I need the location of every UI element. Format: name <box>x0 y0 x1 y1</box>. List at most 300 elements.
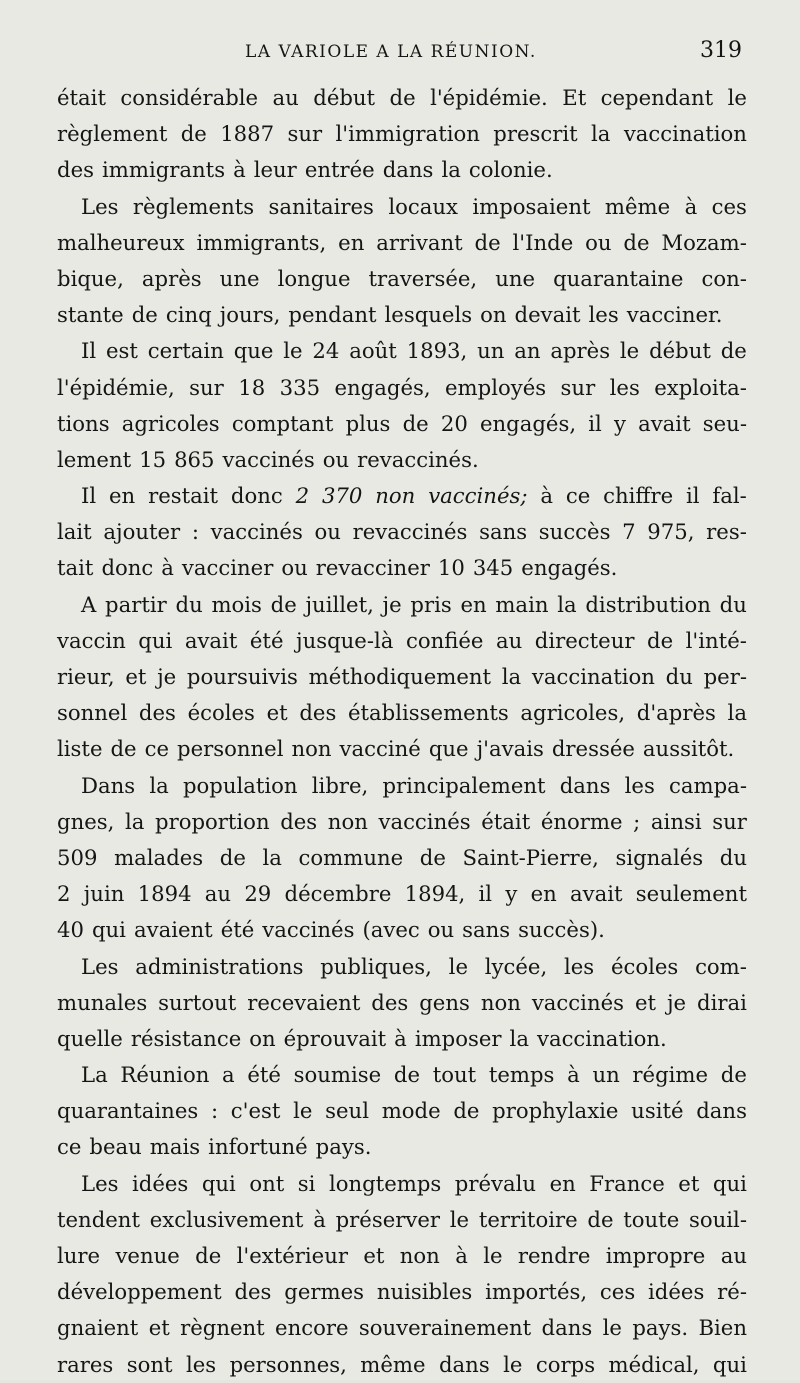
text-word: donc <box>101 555 154 581</box>
text-word: poursuivis <box>186 664 298 689</box>
text-word: en <box>549 1170 576 1196</box>
text-word: res- <box>706 519 747 545</box>
text-word: non <box>327 808 368 834</box>
text-word: de <box>131 302 158 328</box>
text-word: per- <box>703 664 747 689</box>
text-word: seul <box>325 1098 369 1124</box>
text-word: non <box>399 1243 440 1268</box>
text-word: restait <box>148 483 219 509</box>
text-line <box>57 1274 747 1310</box>
text-word: rieur, <box>57 664 115 689</box>
text-word: : <box>210 1098 219 1124</box>
text-word: 1893, <box>406 338 468 364</box>
text-word: recevaient <box>247 989 361 1015</box>
text-word: agricoles, <box>520 700 626 726</box>
text-word: seulement <box>635 881 747 907</box>
text-word: même <box>360 1351 426 1377</box>
text-word: l'épidémie, <box>57 374 175 400</box>
text-word: exploita- <box>654 374 747 400</box>
text-word: revacciner <box>315 555 430 581</box>
text-line <box>57 840 747 876</box>
text-word: liste <box>57 736 103 762</box>
text-word: en <box>109 483 136 509</box>
text-line <box>57 1166 747 1202</box>
text-word: Les <box>81 193 119 219</box>
text-word: lesquels <box>384 302 473 328</box>
text-word: personnes, <box>229 1351 347 1377</box>
text-line <box>57 949 747 985</box>
text-word: campa- <box>669 772 747 798</box>
text-line <box>57 225 747 261</box>
text-word: est <box>105 338 138 364</box>
text-word: ou <box>314 519 341 545</box>
text-word: j'avais <box>476 736 544 762</box>
text-word: de <box>393 1062 421 1088</box>
text-word: stante <box>57 302 124 328</box>
text-word: longtemps <box>328 1170 442 1196</box>
text-line <box>57 695 747 731</box>
text-word: l'Inde <box>512 229 574 255</box>
text-word: surtout <box>158 989 237 1015</box>
text-word: la <box>501 664 522 689</box>
text-word: à <box>455 1243 468 1268</box>
text-word: 10 <box>437 555 465 581</box>
text-word: fal- <box>712 483 747 509</box>
text-line <box>57 297 747 333</box>
text-word: vaccination. <box>536 1025 667 1051</box>
text-word: sur <box>560 374 596 400</box>
text-line <box>57 659 747 695</box>
text-word: sans <box>462 917 511 943</box>
text-word: je <box>157 664 177 689</box>
text-word: était <box>481 808 531 834</box>
text-word: les <box>185 1351 217 1377</box>
text-word: sonnel <box>57 700 128 726</box>
text-word: août <box>349 338 397 364</box>
text-word: et <box>125 664 147 689</box>
text-line <box>57 912 747 948</box>
text-word: sans <box>479 519 528 545</box>
text-word: à <box>540 483 553 509</box>
text-word: jours, <box>219 302 281 328</box>
text-word: 1887 <box>220 121 275 147</box>
text-word: (avec <box>362 917 420 943</box>
text-word: a <box>222 1062 235 1088</box>
text-word: des <box>371 989 409 1015</box>
text-word: quelle <box>57 1025 123 1051</box>
text-word: les <box>624 772 655 798</box>
text-word: juin <box>83 881 125 907</box>
text-word: ré- <box>717 1279 747 1305</box>
text-word: régime <box>632 1062 709 1088</box>
text-word: soumise <box>293 1062 382 1088</box>
text-word: la <box>557 591 577 617</box>
text-word: aussitôt. <box>642 736 735 762</box>
text-word: 15 <box>139 446 167 472</box>
text-word: vacciné <box>339 736 421 762</box>
text-line <box>57 1057 747 1093</box>
text-word: il <box>478 881 493 907</box>
text-word: usité <box>631 1098 684 1124</box>
text-word: ; <box>633 808 641 834</box>
text-line <box>57 333 747 369</box>
text-word: un <box>592 1062 620 1088</box>
text-word: publiques, <box>320 953 432 979</box>
text-word: après <box>141 265 202 291</box>
text-word: employés <box>445 374 547 400</box>
text-line <box>57 1310 747 1346</box>
text-word: des <box>234 1279 272 1305</box>
text-word: en <box>338 229 365 255</box>
text-word: de <box>180 121 207 147</box>
text-word: lait <box>57 519 92 545</box>
text-line <box>57 731 747 767</box>
text-line <box>57 1347 747 1383</box>
text-word: des <box>280 808 318 834</box>
text-word: de <box>453 1098 480 1124</box>
text-word: l'extérieur <box>236 1243 348 1268</box>
text-word: le <box>283 338 303 364</box>
text-word: du <box>175 591 203 617</box>
text-line <box>57 406 747 442</box>
text-word: cinq <box>165 302 212 328</box>
text-line <box>57 550 747 586</box>
text-word: en <box>530 881 557 907</box>
text-word: vaccinés <box>262 917 355 943</box>
text-word: y <box>613 410 626 436</box>
text-word: quarantaine <box>553 265 684 291</box>
text-word: des <box>138 700 176 726</box>
text-word: et <box>266 700 288 726</box>
text-word: gnaient <box>57 1315 139 1341</box>
text-word: chiffre <box>603 483 674 509</box>
text-word: règlements <box>132 193 255 219</box>
text-word: malheureux <box>57 229 185 255</box>
text-word: agricoles <box>121 410 220 436</box>
page-header <box>0 36 800 76</box>
text-word: au <box>720 1243 747 1268</box>
text-word: énorme <box>540 808 623 834</box>
text-word: immigrants <box>101 157 226 183</box>
text-word: l'inté- <box>685 627 747 653</box>
text-word: de <box>219 844 246 870</box>
text-word: de <box>389 85 416 110</box>
text-word: vaccination <box>531 664 655 689</box>
text-word: la <box>591 121 611 147</box>
page-number: 319 <box>700 38 742 63</box>
text-word: Les <box>81 953 119 979</box>
text-word: partir <box>105 591 167 617</box>
text-line <box>57 116 747 152</box>
text-word: développement <box>57 1279 222 1305</box>
text-word: Saint-Pierre, <box>462 844 599 870</box>
text-word: immigrants, <box>196 229 327 255</box>
text-word: colonie. <box>468 157 553 183</box>
text-word: tendent <box>57 1206 140 1232</box>
text-word: et <box>678 1170 700 1196</box>
text-word: des <box>57 157 94 183</box>
text-word: entrée <box>304 157 375 183</box>
text-word: principalement <box>382 772 546 798</box>
text-word: vacciner. <box>626 302 723 328</box>
text-word: les <box>563 953 595 979</box>
text-line <box>57 985 747 1021</box>
text-line <box>57 442 747 478</box>
text-word: 370 <box>321 483 363 509</box>
text-word: règnent <box>180 1315 265 1341</box>
text-word: qui <box>712 1351 747 1377</box>
text-word: et <box>363 1243 385 1268</box>
text-word: 20 <box>440 410 468 436</box>
text-word: du <box>719 844 747 870</box>
text-word: juillet, <box>305 591 374 617</box>
text-word: certain <box>147 338 224 364</box>
text-word: de <box>419 844 446 870</box>
text-word: locaux <box>388 193 458 219</box>
text-word: il <box>588 410 602 436</box>
text-line <box>57 514 747 550</box>
text-word: au <box>495 627 523 653</box>
text-word: confiée <box>405 627 484 653</box>
text-word: pays. <box>315 1134 372 1160</box>
text-word: 18 <box>238 374 266 400</box>
text-word: ajouter <box>103 519 181 545</box>
text-word: administrations <box>135 953 304 979</box>
text-word: sur <box>189 374 224 400</box>
text-word: com- <box>695 953 747 979</box>
running-title: LA VARIOLE A LA RÉUNION. <box>245 42 537 62</box>
text-word: encore <box>275 1315 349 1341</box>
text-word: commune <box>298 844 404 870</box>
text-word: ce <box>144 736 169 762</box>
text-word: de <box>720 338 747 364</box>
text-word: : <box>191 519 199 545</box>
text-word: 24 <box>312 338 340 364</box>
text-word: beau <box>89 1134 142 1160</box>
text-word: toute <box>623 1206 680 1232</box>
text-word: que <box>233 338 274 364</box>
text-word: il <box>686 483 700 509</box>
text-line <box>57 189 747 225</box>
text-word: la <box>262 844 282 870</box>
text-word: seu- <box>702 410 747 436</box>
text-word: gnes, <box>57 808 115 834</box>
text-word: 865 <box>174 446 215 472</box>
text-word: 1894 <box>137 881 192 907</box>
text-word: tout <box>432 1062 477 1088</box>
text-word: 7 <box>622 519 636 545</box>
text-word: sont <box>126 1351 173 1377</box>
text-word: considérable <box>120 85 259 110</box>
text-word: succès <box>538 519 611 545</box>
text-word: en <box>460 591 487 617</box>
text-line <box>57 478 747 514</box>
text-word: con- <box>701 265 747 291</box>
text-word: règlement <box>57 121 168 147</box>
text-word: importés, <box>485 1279 588 1305</box>
text-word: même <box>604 193 671 219</box>
text-word: de <box>195 1243 222 1268</box>
text-word: bique, <box>57 265 124 291</box>
text-word: vaccin <box>57 627 126 653</box>
text-word: des <box>299 700 337 726</box>
text-word: le <box>619 338 640 364</box>
text-word: sur <box>712 808 747 834</box>
text-word: Et <box>562 85 587 110</box>
text-word: revaccinés <box>352 519 468 545</box>
text-word: été <box>247 1062 281 1088</box>
text-word: à <box>233 157 246 183</box>
text-word: germes <box>284 1279 364 1305</box>
text-word: le <box>448 953 468 979</box>
text-word: ou <box>322 446 350 472</box>
text-line <box>57 804 747 840</box>
text-word: un <box>477 338 505 364</box>
text-word: qui <box>712 1170 747 1196</box>
text-word: arrivant <box>376 229 463 255</box>
text-word: sur <box>287 121 323 147</box>
text-line <box>57 1021 747 1057</box>
text-word: 40 <box>57 917 84 943</box>
text-word: méthodiquement <box>308 664 492 689</box>
text-word: territoire <box>478 1206 578 1232</box>
text-word: plus <box>345 410 391 436</box>
text-word: infortuné <box>208 1134 308 1160</box>
text-word: mode <box>381 1098 441 1124</box>
text-word: Réunion <box>120 1062 210 1088</box>
text-word: pendant <box>288 302 377 328</box>
text-word: nuisibles <box>376 1279 473 1305</box>
text-word: rares <box>57 1351 114 1377</box>
text-word: après <box>550 338 611 364</box>
text-word: Mozam- <box>661 229 747 255</box>
text-word: à <box>684 193 698 219</box>
text-word: population <box>182 772 298 798</box>
text-word: tait <box>57 555 94 581</box>
body-text <box>57 80 747 1383</box>
text-word: lycée, <box>484 953 548 979</box>
text-word: 2 <box>57 881 71 907</box>
text-word: munales <box>57 989 148 1015</box>
text-word: 29 <box>244 881 272 907</box>
text-word: vaccination <box>623 121 747 147</box>
text-line <box>57 152 747 188</box>
text-word: donc <box>230 483 283 509</box>
text-word: à <box>161 555 174 581</box>
text-word: vaccinés; <box>428 483 528 509</box>
text-word: l'immigration <box>335 121 480 147</box>
text-word: dirai <box>697 989 747 1015</box>
text-word: avait <box>184 627 238 653</box>
text-word: et <box>634 989 657 1015</box>
text-word: mais <box>149 1134 201 1160</box>
text-word: à <box>394 1025 407 1051</box>
text-word: dans <box>438 1351 490 1377</box>
text-word: dans <box>559 772 611 798</box>
text-word: corps <box>535 1351 596 1377</box>
text-line <box>57 1238 747 1274</box>
text-word: de <box>720 1062 747 1088</box>
text-word: c'est <box>230 1098 281 1124</box>
text-word: engagés, <box>334 374 431 400</box>
text-word: avait <box>570 881 623 907</box>
text-word: du <box>719 591 747 617</box>
text-word: une <box>219 265 260 291</box>
text-word: vaccinés <box>531 989 624 1015</box>
text-line <box>57 768 747 804</box>
text-word: succès). <box>518 917 605 943</box>
text-word: La <box>81 1062 108 1088</box>
text-line <box>57 1129 747 1165</box>
text-word: médical, <box>608 1351 700 1377</box>
text-word: quarantaines <box>57 1098 199 1124</box>
text-word: engagés, <box>479 410 577 436</box>
text-word: au <box>272 85 299 110</box>
text-word: dans <box>382 157 434 183</box>
text-line <box>57 623 747 659</box>
text-word: imposer <box>414 1025 502 1051</box>
text-word: vaccinés <box>210 519 303 545</box>
text-word: de <box>623 229 650 255</box>
text-word: on <box>249 1025 276 1051</box>
text-word: souil- <box>689 1206 747 1232</box>
text-word: la <box>509 1025 529 1051</box>
text-word: France <box>589 1170 665 1196</box>
text-word: à <box>567 1062 580 1088</box>
text-word: non <box>480 989 521 1015</box>
text-word: ou <box>427 917 455 943</box>
text-word: avait <box>638 410 691 436</box>
text-word: de <box>587 1206 614 1232</box>
text-word: 2 <box>295 483 310 509</box>
text-line <box>57 1093 747 1129</box>
text-word: dans <box>541 1315 593 1341</box>
text-line <box>57 876 747 912</box>
text-word: dressée <box>551 736 635 762</box>
text-word: je <box>666 989 687 1015</box>
text-word: de <box>110 736 137 762</box>
text-word: directeur <box>534 627 635 653</box>
text-word: sanitaires <box>268 193 374 219</box>
text-word: éprouvait <box>283 1025 387 1051</box>
text-word: ce <box>57 1134 82 1160</box>
text-word: idées <box>132 1170 189 1196</box>
text-word: Bien <box>698 1315 747 1341</box>
text-word: le <box>483 1243 503 1268</box>
text-word: 975, <box>647 519 695 545</box>
text-word: Il <box>81 338 97 364</box>
text-word: libre, <box>311 772 369 798</box>
text-word: comptant <box>231 410 334 436</box>
text-word: de <box>402 410 429 436</box>
text-word: main <box>495 591 549 617</box>
text-word: que <box>428 736 469 762</box>
text-word: ont <box>249 1170 285 1196</box>
text-word: une <box>495 265 536 291</box>
text-word: le <box>727 85 747 110</box>
text-word: cependant <box>600 85 714 110</box>
text-word: début <box>313 85 376 110</box>
text-word: 345 <box>472 555 514 581</box>
text-word: avaient <box>133 917 213 943</box>
text-word: de <box>474 229 501 255</box>
text-word: longue <box>277 265 351 291</box>
text-word: écoles <box>610 953 679 979</box>
text-word: la <box>124 808 145 834</box>
text-line <box>57 370 747 406</box>
text-word: écoles <box>187 700 255 726</box>
text-word: idées <box>648 1279 705 1305</box>
